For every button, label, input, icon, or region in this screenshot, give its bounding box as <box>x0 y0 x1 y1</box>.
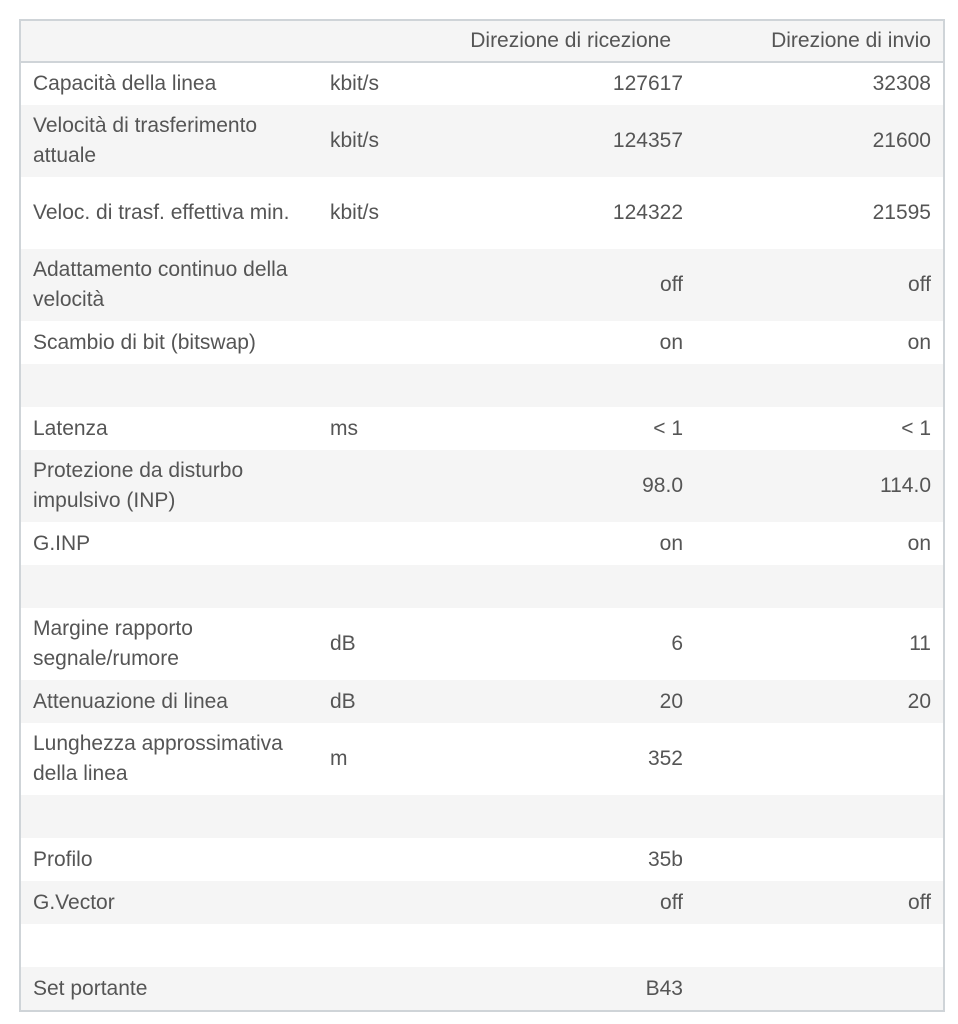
row-receive-value: off <box>660 890 683 914</box>
row-unit <box>318 249 428 321</box>
row-unit <box>318 838 428 881</box>
row-unit: m <box>330 747 348 770</box>
row-unit: kbit/s <box>330 129 380 152</box>
table-row <box>21 407 943 450</box>
row-send-value <box>683 967 943 1010</box>
row-label: Veloc. di trasf. effettiva min. <box>33 201 290 224</box>
row-label: Attenuazione di linea <box>33 689 228 713</box>
row-label <box>21 364 318 407</box>
row-unit <box>318 967 428 1010</box>
row-receive-value <box>428 924 683 967</box>
row-receive-value: 35b <box>647 847 683 871</box>
row-send-value <box>683 838 943 881</box>
row-receive-value: on <box>659 531 683 555</box>
row-receive-value: 6 <box>671 632 683 655</box>
row-label <box>21 565 318 608</box>
row-receive-value: 20 <box>659 689 683 713</box>
row-receive-value: on <box>659 330 683 354</box>
table-row <box>21 680 943 723</box>
row-label: Capacità della linea <box>33 72 217 95</box>
row-send-value: < 1 <box>901 416 931 440</box>
row-unit <box>318 522 428 565</box>
table-spacer-row <box>21 364 943 407</box>
row-receive-value: B43 <box>645 976 683 1000</box>
table-row <box>21 62 943 105</box>
row-unit: kbit/s <box>330 201 380 224</box>
row-receive-value: 124357 <box>612 129 683 152</box>
row-send-value <box>683 364 943 407</box>
table-header-row <box>21 21 943 62</box>
table-row <box>21 967 943 1010</box>
row-send-value: 21600 <box>872 129 931 152</box>
row-send-value: 114.0 <box>880 474 931 497</box>
row-unit <box>318 364 428 407</box>
row-send-value: off <box>908 890 931 914</box>
table-row <box>21 177 943 249</box>
row-send-value: 11 <box>909 632 931 655</box>
row-unit <box>318 881 428 924</box>
row-label: Adattamento continuo della velocità <box>33 258 288 311</box>
row-unit: dB <box>330 632 356 655</box>
row-label: Scambio di bit (bitswap) <box>33 330 256 354</box>
table-row <box>21 723 943 795</box>
table-row <box>21 522 943 565</box>
row-receive-value <box>428 795 683 838</box>
row-label: Lunghezza approssimativa della linea <box>33 732 283 785</box>
header-unit <box>318 21 428 62</box>
header-receive-direction: Direzione di ricezione <box>428 21 683 62</box>
row-send-value: 32308 <box>872 72 931 95</box>
row-receive-value: off <box>660 273 683 296</box>
row-label: G.INP <box>33 531 91 555</box>
row-receive-value <box>428 565 683 608</box>
row-label: Profilo <box>33 847 93 871</box>
dsl-stats-table-container <box>19 19 945 1012</box>
row-send-value: off <box>908 273 931 296</box>
table-spacer-row <box>21 924 943 967</box>
table-row <box>21 608 943 680</box>
table-spacer-row <box>21 795 943 838</box>
header-send-direction: Direzione di invio <box>683 21 943 62</box>
table-row <box>21 881 943 924</box>
row-unit <box>318 795 428 838</box>
row-receive-value: 352 <box>647 747 683 770</box>
table-row <box>21 105 943 177</box>
table-row <box>21 838 943 881</box>
table-row <box>21 321 943 364</box>
row-label: Protezione da disturbo impulsivo (INP) <box>33 459 244 512</box>
row-send-value <box>683 924 943 967</box>
row-label <box>21 795 318 838</box>
table-row <box>21 249 943 321</box>
row-receive-value <box>428 364 683 407</box>
row-send-value <box>683 565 943 608</box>
row-receive-value: < 1 <box>653 416 683 440</box>
row-unit: dB <box>330 689 356 713</box>
table-spacer-row <box>21 565 943 608</box>
dsl-stats-table <box>21 21 943 1010</box>
row-unit <box>318 450 428 522</box>
table-row <box>21 450 943 522</box>
row-unit: ms <box>330 416 358 440</box>
row-label: G.Vector <box>33 890 115 914</box>
row-label: Set portante <box>33 976 148 1000</box>
row-receive-value: 124322 <box>612 201 683 224</box>
row-unit <box>318 924 428 967</box>
header-label <box>21 21 318 62</box>
row-send-value: 20 <box>907 689 931 713</box>
row-unit <box>318 565 428 608</box>
row-send-value: on <box>907 330 931 354</box>
row-unit: kbit/s <box>330 72 380 95</box>
row-label: Velocità di trasferimento attuale <box>33 114 258 167</box>
row-receive-value: 98.0 <box>642 474 683 497</box>
row-send-value <box>683 795 943 838</box>
row-send-value: 21595 <box>872 201 931 224</box>
row-receive-value: 127617 <box>612 72 683 95</box>
row-send-value: on <box>907 531 931 555</box>
row-label: Margine rapporto segnale/rumore <box>33 617 193 670</box>
row-label: Latenza <box>33 416 108 440</box>
row-unit <box>318 321 428 364</box>
row-send-value <box>683 723 943 795</box>
row-label <box>21 924 318 967</box>
